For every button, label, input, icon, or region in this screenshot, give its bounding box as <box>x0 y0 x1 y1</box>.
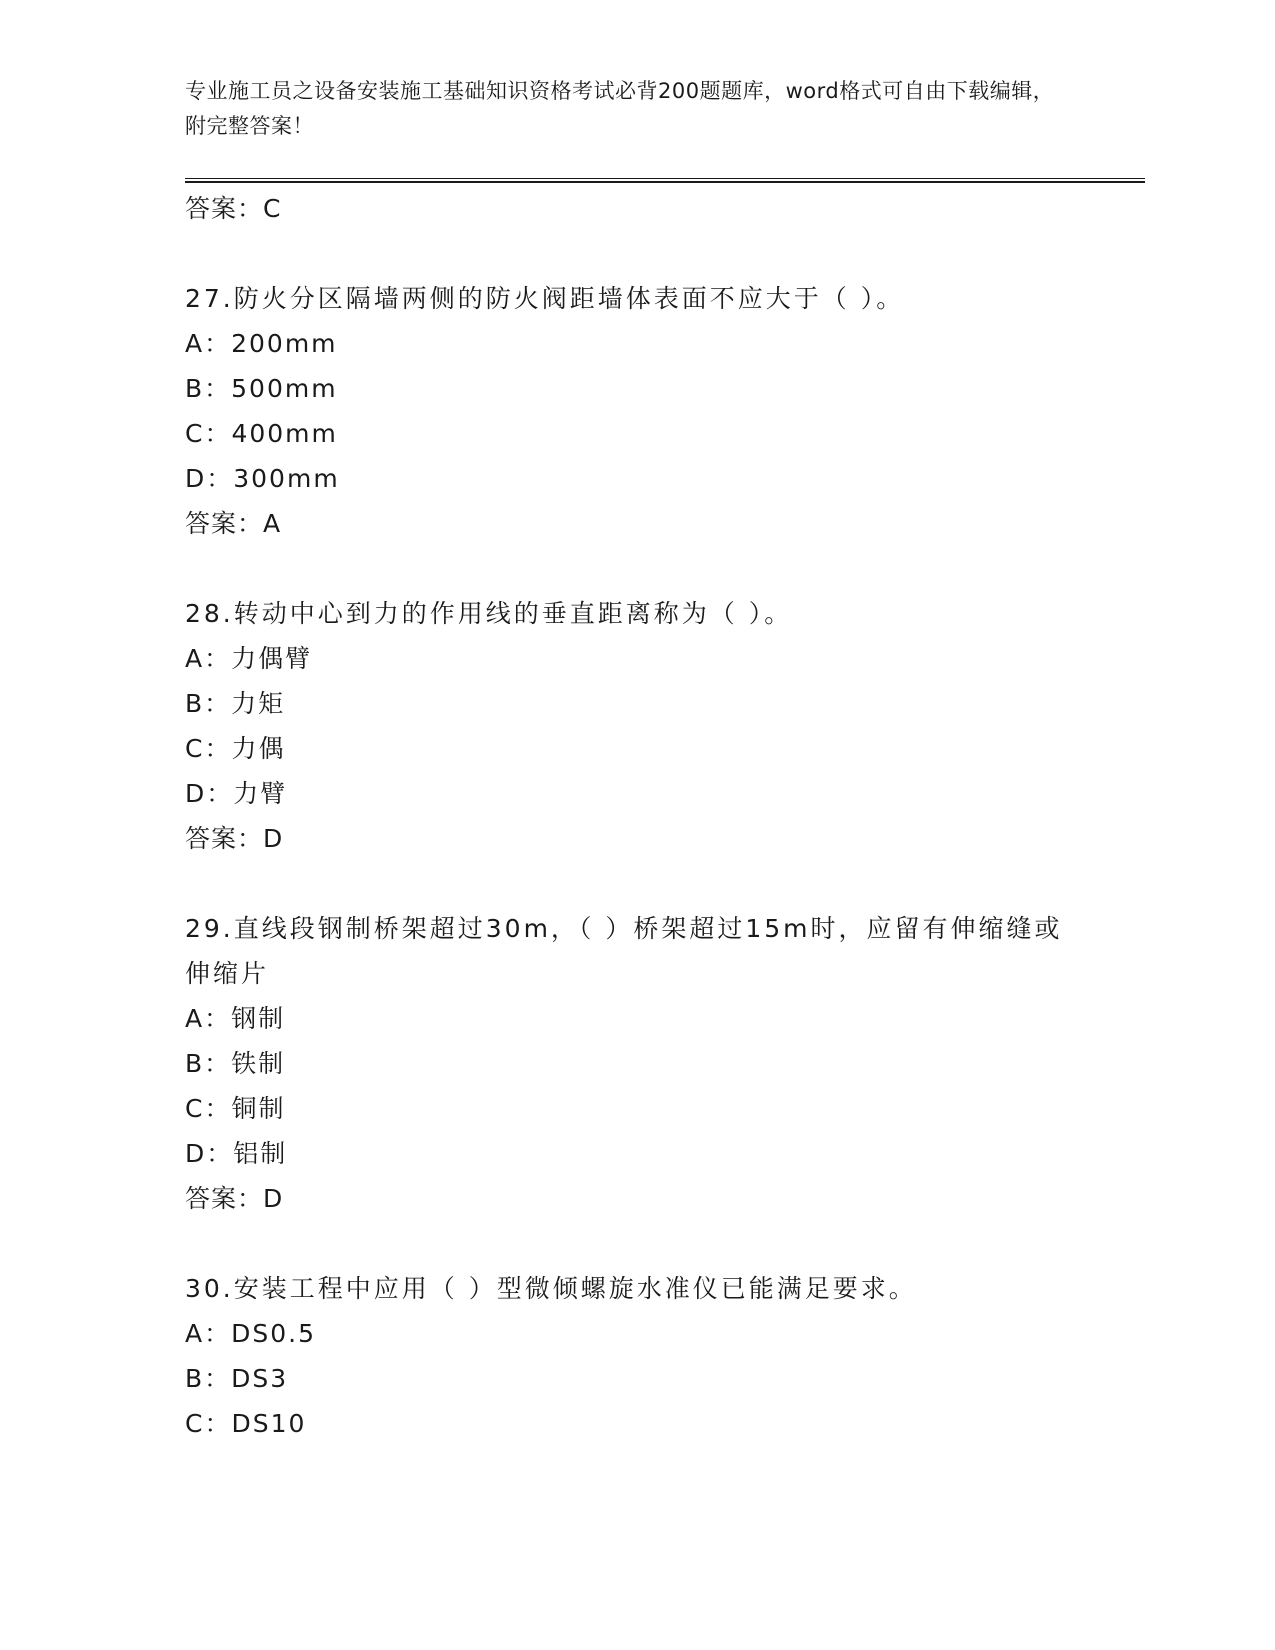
option-b: B：DS3 <box>185 1364 289 1393</box>
question-stem: 27.防火分区隔墙两侧的防火阀距墙体表面不应大于（ ）。 <box>185 284 905 313</box>
header-divider <box>185 178 1145 183</box>
option-b: B：500mm <box>185 374 338 403</box>
spacer <box>185 546 1145 591</box>
question-stem: 30.安装工程中应用（ ）型微倾螺旋水准仪已能满足要求。 <box>185 1274 917 1303</box>
option-a: A：力偶臂 <box>185 644 313 673</box>
answer-line: 答案：D <box>185 1184 284 1213</box>
option-a: A：DS0.5 <box>185 1319 316 1348</box>
option-b: B：力矩 <box>185 689 286 718</box>
spacer <box>185 1221 1145 1266</box>
answer-line: 答案：C <box>185 194 282 223</box>
answer-line: 答案：A <box>185 509 282 538</box>
option-c: C：400mm <box>185 419 338 448</box>
question-stem: 28.转动中心到力的作用线的垂直距离称为（ ）。 <box>185 599 793 628</box>
option-d: D：300mm <box>185 464 340 493</box>
spacer <box>185 861 1145 906</box>
option-d: D：力臂 <box>185 779 288 808</box>
option-c: C：DS10 <box>185 1409 307 1438</box>
option-a: A：钢制 <box>185 1004 286 1033</box>
answer-line: 答案：D <box>185 824 284 853</box>
option-d: D：铝制 <box>185 1139 288 1168</box>
document-title: 专业施工员之设备安装施工基础知识资格考试必背200题题库，word格式可自由下载编辑，附完整答案！ <box>185 79 1055 138</box>
option-b: B：铁制 <box>185 1049 286 1078</box>
question-stem: 29.直线段钢制桥架超过30m，（ ）桥架超过15m时，应留有伸缩缝或伸缩片 <box>185 914 1063 988</box>
option-c: C：力偶 <box>185 734 286 763</box>
question-list <box>185 186 1145 1446</box>
option-c: C：铜制 <box>185 1094 286 1123</box>
document-page <box>185 0 1145 1650</box>
option-a: A：200mm <box>185 329 338 358</box>
spacer <box>185 231 1145 276</box>
